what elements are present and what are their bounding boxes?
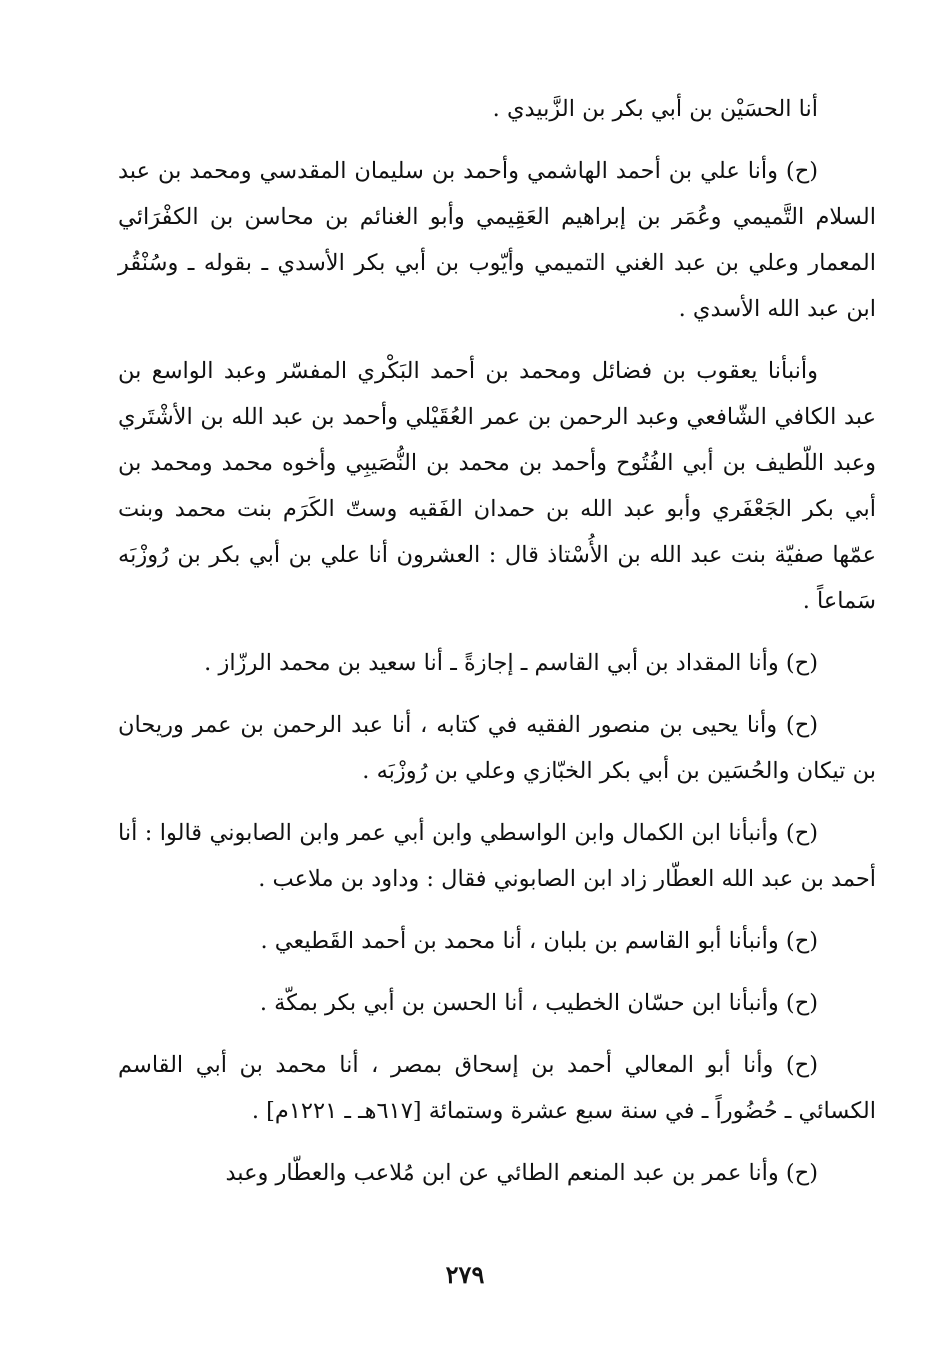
paragraph-6: (ح) وأنبأنا ابن الكمال وابن الواسطي وابن أبي عمر وابن الصابوني قالوا : أنا أحمد بن عبد الله العطّار زاد ابن الصابوني فقال : وداود بن ملاعب . xyxy=(118,820,876,892)
paragraph-8: (ح) وأنبأنا ابن حسّان الخطيب ، أنا الحسن بن أبي بكر بمكّة . xyxy=(259,990,818,1016)
page-number: ٢٧٩ xyxy=(445,1260,485,1289)
paragraph-7: (ح) وأنبأنا أبو القاسم بن بلبان ، أنا محمد بن أحمد القَطيعي . xyxy=(260,928,818,954)
paragraph-4: (ح) وأنا المقداد بن أبي القاسم ـ إجازةً ـ أنا سعيد بن محمد الرزّاز . xyxy=(204,650,818,676)
paragraph-9: (ح) وأنا أبو المعالي أحمد بن إسحاق بمصر ، أنا محمد بن أبي القاسم الكسائي ـ حُضُوراً ـ في سنة سبع عشرة وستمائة [٦١٧هـ ـ ١٢٢١م] . xyxy=(118,1052,876,1124)
paragraph-2: (ح) وأنا علي بن أحمد الهاشمي وأحمد بن سليمان المقدسي ومحمد بن عبد السلام التَّميمي وعُمَر بن إبراهيم العَقِيمي وأبو الغنائم بن محاسن بن الكفْرَائي المعمار وعلي بن عبد الغني التميمي وأيّوب بن أبي بكر الأسدي ـ بقوله ـ وسُنْقُر ابن عبد الله الأسدي . xyxy=(118,158,876,322)
paragraph-1: أنا الحسَيْن بن أبي بكر بن الزَّبيدي . xyxy=(492,96,818,122)
paragraph-5: (ح) وأنا يحيى بن منصور الفقيه في كتابه ، أنا عبد الرحمن بن عمر وريحان بن تيكان والحُسَين بن أبي بكر الخبّازي وعلي بن رُوزْبَه . xyxy=(118,712,876,784)
paragraph-10: (ح) وأنا عمر بن عبد المنعم الطائي عن ابن مُلاعب والعطّار وعبد xyxy=(225,1160,818,1186)
main-text xyxy=(118,86,876,1212)
paragraph-3: وأنبأنا يعقوب بن فضائل ومحمد بن أحمد البَكْري المفسّر وعبد الواسع بن عبد الكافي الشّافعي وعبد الرحمن بن عمر العُقَيْلي وأحمد بن عبد الله بن الأشْتَري وعبد اللّطيف بن أبي الفُتُوح وأحمد بن محمد بن النُّصَيبِي وأخوه محمد ومحمد بن أبي بكر الجَعْفَري وأبو عبد الله بن حمدان الفَقيه وستّ الكَرَم بنت محمد وبنت عمّها صفيّة بنت عبد الله بن الأُسْتاذ قال : العشرون أنا علي بن أبي بكر بن رُوزْبَه سَماعاً . xyxy=(118,358,876,614)
